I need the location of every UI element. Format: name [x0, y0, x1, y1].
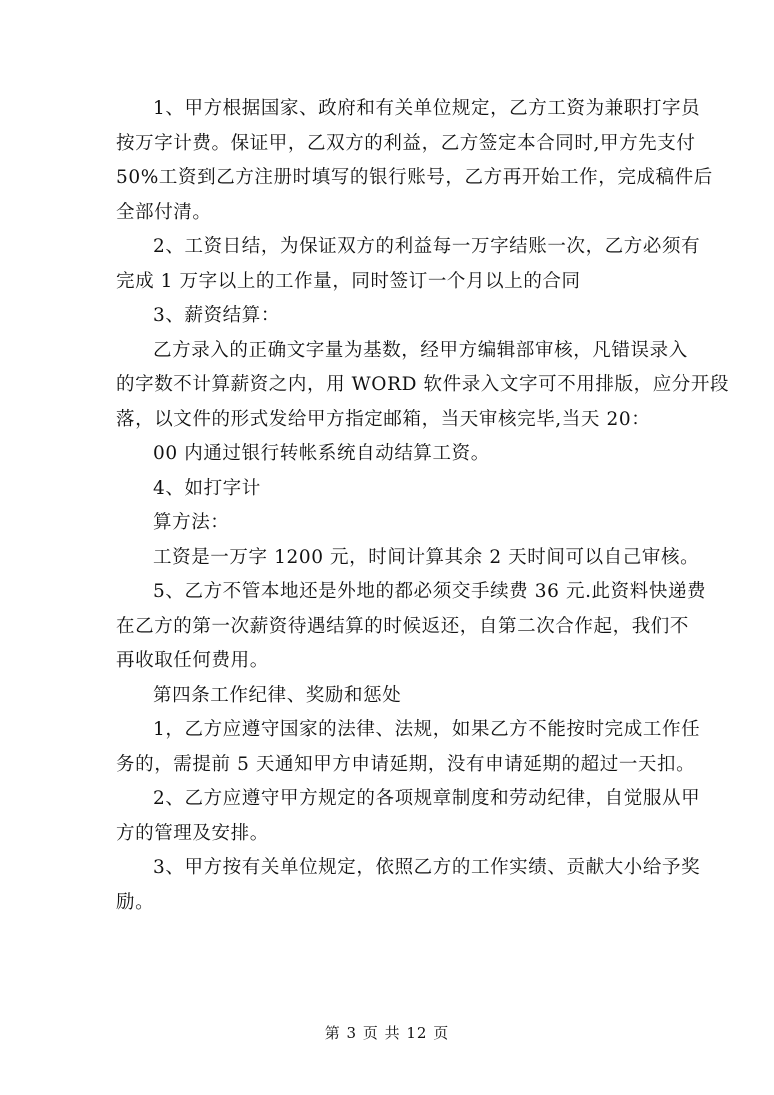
document-body — [116, 92, 730, 920]
body-line: 务的，需提前 5 天通知甲方申请延期，没有申请延期的超过一天扣。 — [116, 753, 696, 775]
body-line: 的字数不计算薪资之内，用 WORD 软件录入文字可不用排版，应分开段 — [116, 374, 730, 395]
body-line: 励。 — [116, 891, 155, 913]
body-line: 5、乙方不管本地还是外地的都必须交手续费 36 元.此资料快递费 — [153, 581, 707, 602]
body-line: 在乙方的第一次薪资待遇结算的时候返还，自第二次合作起，我们不 — [116, 615, 690, 637]
body-line: 2、乙方应遵守甲方规定的各项规章制度和劳动纪律，自觉服从甲 — [153, 788, 701, 809]
body-line: 3、薪资结算： — [153, 305, 280, 326]
body-line: 全部付清。 — [116, 201, 212, 223]
body-line: 再收取任何费用。 — [116, 650, 269, 671]
body-line: 乙方录入的正确文字量为基数，经甲方编辑部审核，凡错误录入 — [153, 339, 688, 361]
body-line: 50%工资到乙方注册时填写的银行账号，乙方再开始工作，完成稿件后 — [116, 167, 713, 188]
body-line: 00 内通过银行转帐系统自动结算工资。 — [153, 443, 490, 464]
body-line: 完成 1 万字以上的工作量，同时签订一个月以上的合同 — [116, 270, 581, 292]
body-line: 按万字计费。保证甲，乙双方的利益，乙方签定本合同时,甲方先支付 — [116, 132, 696, 154]
body-line: 落，以文件的形式发给甲方指定邮箱，当天审核完毕,当天 20： — [116, 408, 651, 430]
body-line: 3、甲方按有关单位规定，依照乙方的工作实绩、贡献大小给予奖 — [153, 857, 701, 878]
body-line: 方的管理及安排。 — [116, 822, 269, 844]
page-number-footer: 第 3 页 共 12 页 — [324, 1024, 450, 1042]
body-line: 算方法： — [153, 512, 230, 533]
body-line: 1，乙方应遵守国家的法律、法规，如果乙方不能按时完成工作任 — [153, 719, 701, 740]
body-line: 工资是一万字 1200 元，时间计算其余 2 天时间可以自己审核。 — [153, 546, 700, 568]
body-line: 4、如打字计 — [153, 477, 261, 499]
section-heading: 第四条工作纪律、奖励和惩处 — [153, 684, 402, 706]
body-line: 2、工资日结，为保证双方的利益每一万字结账一次，乙方必须有 — [153, 236, 701, 257]
body-line: 1、甲方根据国家、政府和有关单位规定，乙方工资为兼职打字员 — [153, 98, 701, 119]
